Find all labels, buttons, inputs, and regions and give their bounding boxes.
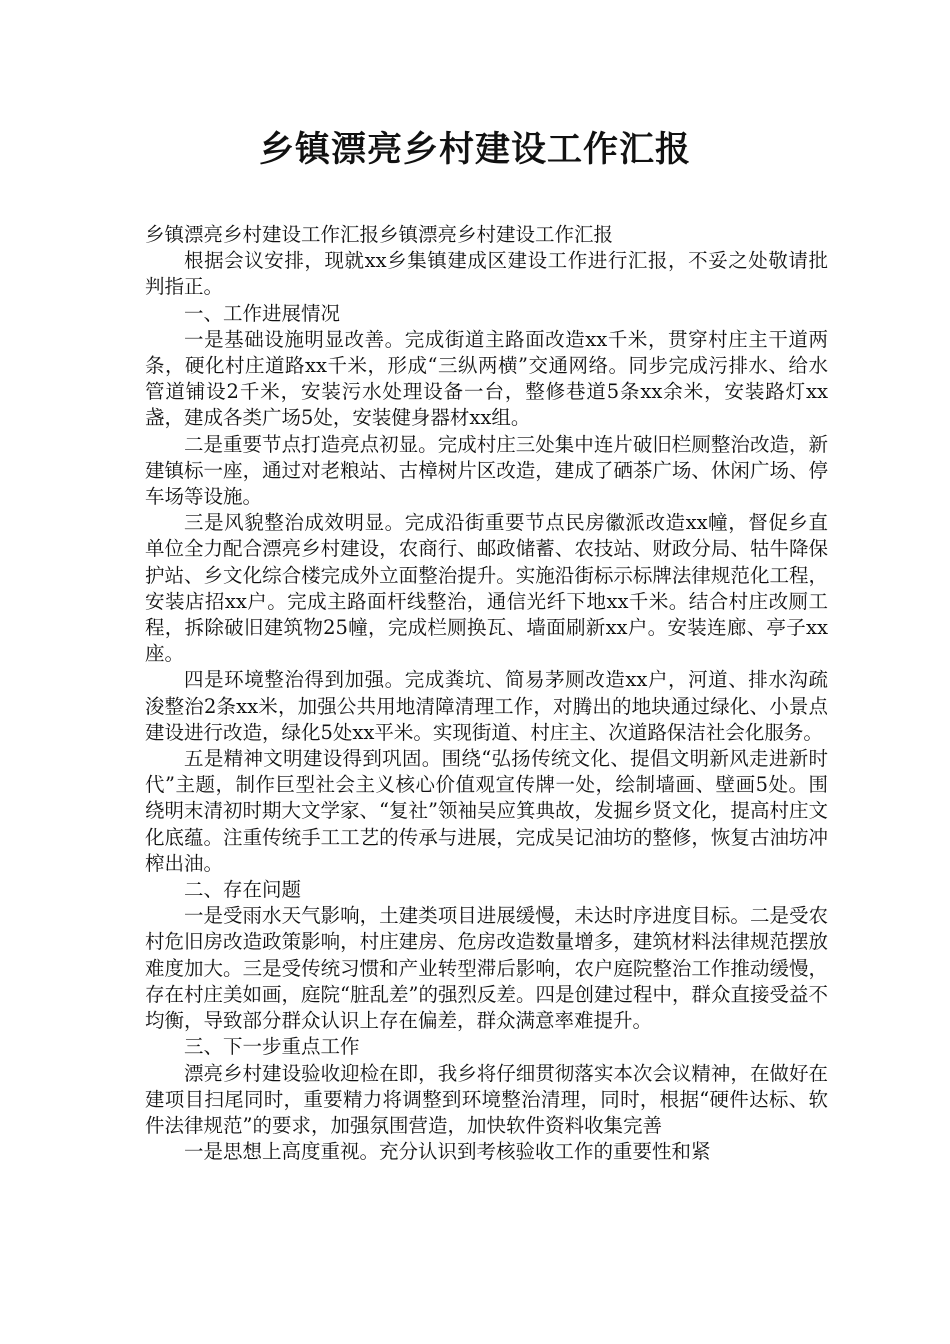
body-paragraph: 二、存在问题 [184, 878, 302, 902]
body-paragraph: 四是环境整治得到加强。完成粪坑、简易茅厕改造xx户，河道、排水沟疏浚整治2条xx米，加强公共用地清障清理工作，对腾出的地块通过绿化、小景点建设进行改造，绿化5处xx平米。实现街道、村庄主、次道路保洁社会化服务。 [145, 668, 828, 744]
body-paragraph: 一是基础设施明显改善。完成街道主路面改造xx千米，贯穿村庄主干道两条，硬化村庄道路xx千米，形成“三纵两横”交通网络。同步完成污排水、给水管道铺设2千米，安装污水处理设备一台，整修巷道5条xx余米，安装路灯xx盏，建成各类广场5处，安装健身器材xx组。 [145, 327, 828, 430]
body-paragraph: 漂亮乡村建设验收迎检在即，我乡将仔细贯彻落实本次会议精神，在做好在建项目扫尾同时，重要精力将调整到环境整治清理，同时，根据“硬件达标、软件法律规范”的要求，加强氛围营造，加快软件资料收集完善 [145, 1061, 828, 1137]
body-paragraph: 三是风貌整治成效明显。完成沿街重要节点民房徽派改造xx幢，督促乡直单位全力配合漂亮乡村建设，农商行、邮政储蓄、农技站、财政分局、牯牛降保护站、乡文化综合楼完成外立面整治提升。实施沿街标示标牌法律规范化工程，安装店招xx户。完成主路面杆线整治，通信光纤下地xx千米。结合村庄改厕工程，拆除破旧建筑物25幢，完成栏厕换瓦、墙面刷新xx户。安装连廊、亭子xx座。 [145, 511, 828, 666]
body-paragraph: 三、下一步重点工作 [184, 1035, 360, 1059]
document-title: 乡镇漂亮乡村建设工作汇报 [258, 130, 691, 170]
body-paragraph: 一是受雨水天气影响，土建类项目进展缓慢，未达时序进度目标。二是受农村危旧房改造政策影响，村庄建房、危房改造数量增多，建筑材料法律规范摆放难度加大。三是受传统习惯和产业转型滞后影响，农户庭院整治工作推动缓慢，存在村庄美如画，庭院“脏乱差”的强烈反差。四是创建过程中，群众直接受益不均衡，导致部分群众认识上存在偏差，群众满意率难提升。 [145, 904, 828, 1033]
document-body [145, 222, 828, 1165]
body-paragraph: 乡镇漂亮乡村建设工作汇报乡镇漂亮乡村建设工作汇报 [145, 223, 614, 246]
body-paragraph: 根据会议安排，现就xx乡集镇建成区建设工作进行汇报，不妥之处敬请批判指正。 [145, 249, 828, 299]
body-paragraph: 一、工作进展情况 [184, 301, 341, 325]
body-paragraph: 一是思想上高度重视。充分认识到考核验收工作的重要性和紧 [184, 1140, 711, 1164]
body-paragraph: 二是重要节点打造亮点初显。完成村庄三处集中连片破旧栏厕整治改造，新建镇标一座，通过对老粮站、古樟树片区改造，建成了硒茶广场、休闲广场、停车场等设施。 [145, 432, 828, 509]
body-paragraph: 五是精神文明建设得到巩固。围绕“弘扬传统文化、提倡文明新风走进新时代”主题，制作巨型社会主义核心价值观宣传牌一处，绘制墙画、壁画5处。围绕明末清初时期大文学家、“复社”领袖吴应箕典故，发掘乡贤文化，提高村庄文化底蕴。注重传统手工工艺的传承与进展，完成吴记油坊的整修，恢复古油坊冲榨出油。 [145, 747, 828, 875]
